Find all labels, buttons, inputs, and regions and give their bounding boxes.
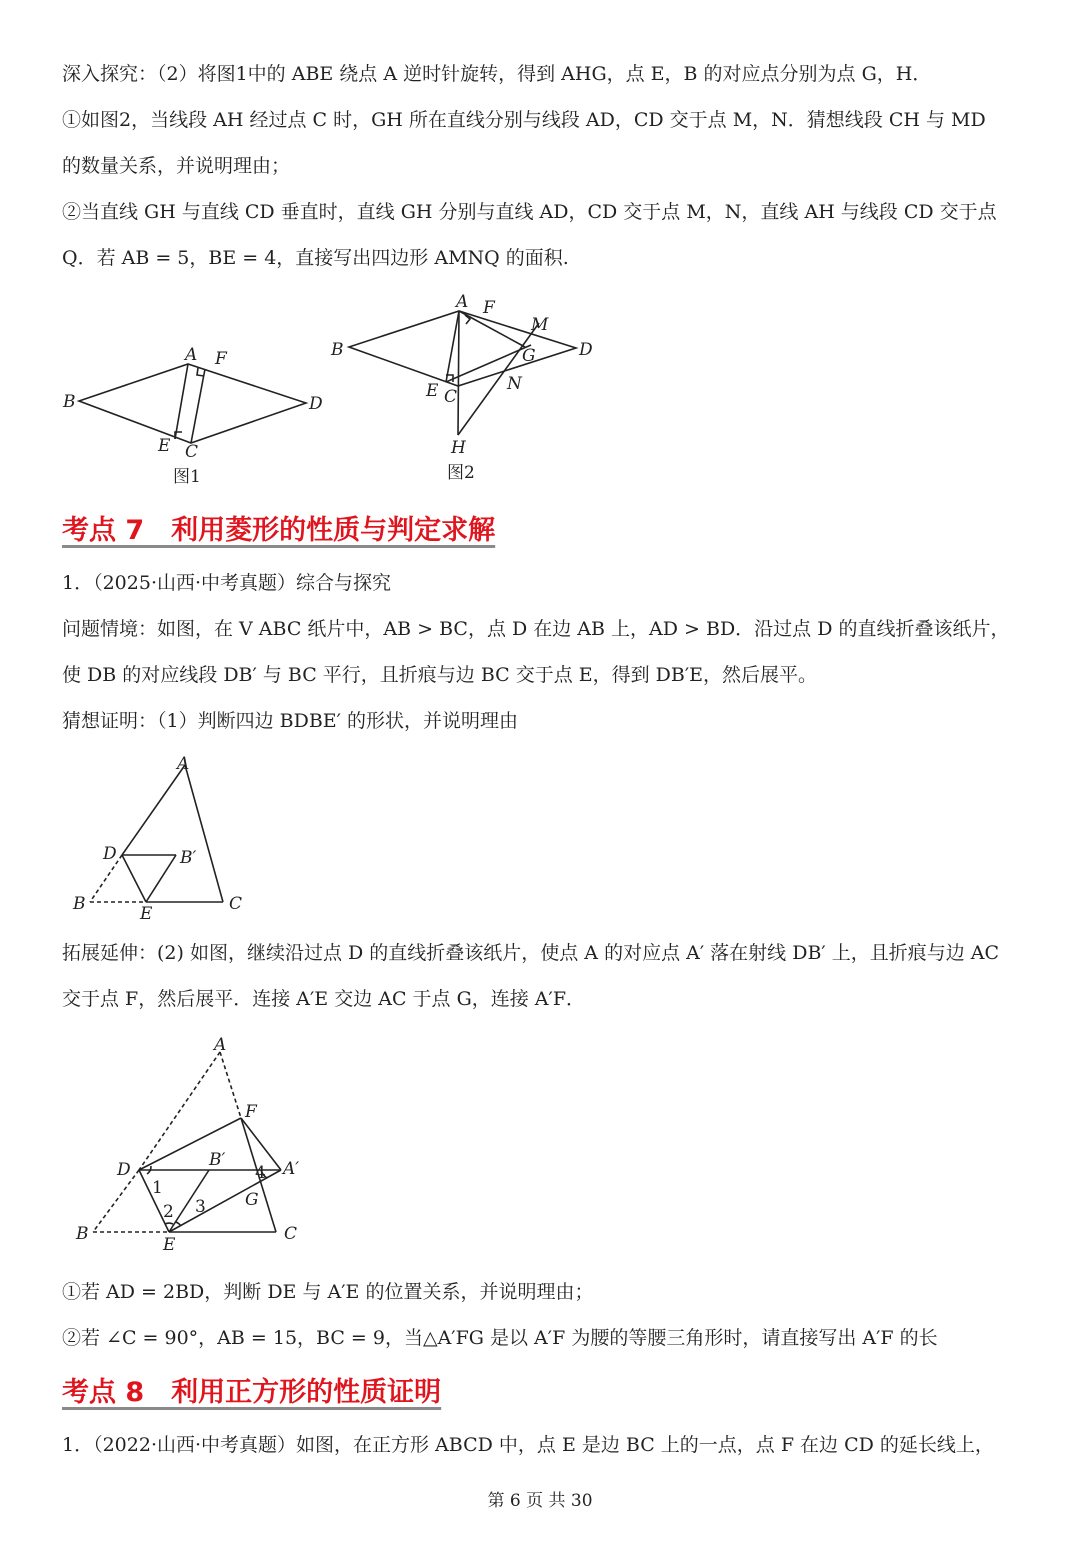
fig4-label-e: E: [163, 1235, 176, 1255]
fig2-label-g: G: [522, 346, 536, 366]
fig1-label-f: F: [215, 349, 227, 369]
fig3-label-e: E: [140, 904, 153, 924]
fig1-caption: 图1: [173, 467, 201, 487]
fig3-label-d: D: [103, 844, 117, 864]
fig2-label-d: D: [579, 340, 593, 360]
fig4-label-b: B: [76, 1224, 89, 1244]
fig4-angle-3: 3: [195, 1197, 206, 1217]
fig2-label-b: B: [331, 340, 344, 360]
q7-line-6: 交于点 F，然后展平．连接 A′E 交边 AC 于点 G，连接 A′F．: [62, 988, 586, 1010]
fig2-label-h: H: [451, 438, 466, 458]
fig2-label-n: N: [507, 374, 522, 394]
q7-line-2: 问题情境：如图，在 V ABC 纸片中，AB > BC，点 D 在边 AB 上，AD > BD．沿过点 D 的直线折叠该纸片，: [62, 618, 1010, 640]
fig4-angle-2: 2: [163, 1202, 174, 1222]
fig4-label-d: D: [117, 1160, 131, 1180]
q7-line-3: 使 DB 的对应线段 DB′ 与 BC 平行，且折痕与边 BC 交于点 E，得到 DB′E，然后展平。: [62, 664, 818, 686]
q7-line-4: 猜想证明：（1）判断四边 BDBE′ 的形状，并说明理由: [62, 710, 519, 732]
fig4-angle-4: 4: [255, 1163, 266, 1183]
fig4-angle-1: 1: [152, 1178, 163, 1198]
fig2-label-e: E: [426, 381, 439, 401]
section-8-title: 考点 8 利用正方形的性质证明: [62, 1377, 442, 1408]
fig2-label-f: F: [483, 298, 495, 318]
figure-3: [65, 745, 265, 925]
fig4-label-g: G: [245, 1190, 259, 1210]
fig2-label-m: M: [531, 315, 549, 335]
figure-1: [55, 340, 345, 490]
fig1-label-c: C: [185, 442, 199, 462]
fig3-label-a: A: [177, 754, 190, 774]
fig1-label-a: A: [185, 345, 198, 365]
q7-line-8: ②若 ∠C = 90°，AB = 15，BC = 9，当△A′FG 是以 A′F 为腰的等腰三角形时，请直接写出 A′F 的长: [62, 1327, 938, 1349]
page-footer: 第 6 页 共 30: [487, 1491, 593, 1511]
fig3-label-b: B: [73, 894, 86, 914]
q7-line-1: 1．（2025·山西·中考真题）综合与探究: [62, 572, 392, 594]
figure-4: [65, 1030, 325, 1260]
q7-line-7: ①若 AD = 2BD，判断 DE 与 A′E 的位置关系，并说明理由；: [62, 1281, 594, 1303]
q7-line-5: 拓展延伸：(2) 如图，继续沿过点 D 的直线折叠该纸片，使点 A 的对应点 A′ 落在射线 DB′ 上，且折痕与边 AC: [62, 942, 1000, 964]
fig2-label-a: A: [456, 292, 469, 312]
fig1-label-b: B: [63, 392, 76, 412]
fig2-label-c: C: [444, 387, 458, 407]
q8-line-1: 1．（2022·山西·中考真题）如图，在正方形 ABCD 中，点 E 是边 BC 上的一点，点 F 在边 CD 的延长线上，: [62, 1434, 994, 1456]
intro-line-5: Q．若 AB = 5，BE = 4，直接写出四边形 AMNQ 的面积.: [62, 247, 569, 269]
fig3-label-c: C: [229, 894, 243, 914]
fig1-label-d: D: [309, 394, 323, 414]
fig4-label-a-prime: A′: [283, 1159, 300, 1179]
figure-2: [325, 285, 615, 490]
fig1-label-e: E: [158, 436, 171, 456]
intro-line-2: ①如图2，当线段 AH 经过点 C 时，GH 所在直线分别与线段 AD，CD 交于点 M，N．猜想线段 CH 与 MD: [62, 109, 986, 131]
fig4-label-c: C: [284, 1224, 298, 1244]
fig4-label-f: F: [245, 1102, 257, 1122]
intro-line-3: 的数量关系，并说明理由；: [62, 155, 291, 177]
fig4-label-a: A: [214, 1035, 227, 1055]
intro-line-4: ②当直线 GH 与直线 CD 垂直时，直线 GH 分别与直线 AD，CD 交于点 M，N，直线 AH 与线段 CD 交于点: [62, 201, 997, 223]
fig2-caption: 图2: [447, 463, 475, 483]
fig4-label-b-prime: B′: [209, 1150, 226, 1170]
section-7-title: 考点 7 利用菱形的性质与判定求解: [62, 515, 496, 546]
intro-line-1: 深入探究：（2）将图1中的 ABE 绕点 A 逆时针旋转，得到 AHG，点 E，B 的对应点分别为点 G，H．: [62, 63, 932, 85]
fig3-label-b-prime: B′: [180, 848, 197, 868]
